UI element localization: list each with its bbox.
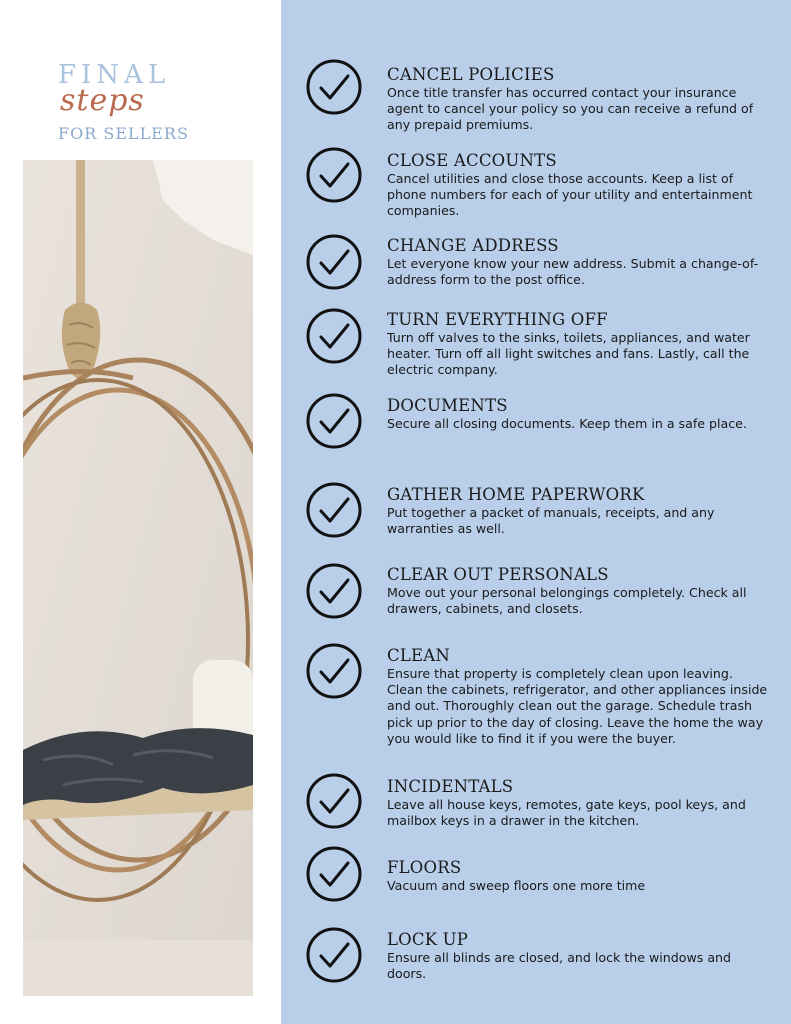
step-title: FLOORS [387,858,462,877]
step-description: Let everyone know your new address. Submit a change-of-address form to the post office. [387,256,759,288]
check-circle-icon [305,233,363,291]
check-circle-icon [305,146,363,204]
check-circle-icon [305,307,363,365]
step-title: DOCUMENTS [387,396,508,415]
check-circle-icon [305,562,363,620]
check-circle-icon [305,845,363,903]
check-circle-icon [305,926,363,984]
step-title: INCIDENTALS [387,777,514,796]
hanging-swing-chair-photo [23,160,253,996]
step-description: Once title transfer has occurred contact your insurance agent to cancel your policy so you can receive a refund of any prepaid premiums. [387,85,754,133]
check-circle-icon [305,58,363,116]
step-description: Ensure that property is completely clean upon leaving. Clean the cabinets, refrigerator, and other appliances inside and out. Thoroughly clean out the garage. Schedule trash pick up prior to the day of closing. Leave the home the way you would like to find it if you were the buyer. [387,666,768,746]
step-title: TURN EVERYTHING OFF [387,310,608,329]
step-description: Vacuum and sweep floors one more time [387,878,646,893]
step-title: CLOSE ACCOUNTS [387,151,557,170]
check-circle-icon [305,642,363,700]
check-circle-icon [305,772,363,830]
step-title: GATHER HOME PAPERWORK [387,485,645,504]
check-circle-icon [305,481,363,539]
step-description: Secure all closing documents. Keep them in a safe place. [387,416,747,431]
step-description: Put together a packet of manuals, receipts, and any warranties as well. [387,505,715,537]
step-title: CLEAR OUT PERSONALS [387,565,609,584]
step-description: Move out your personal belongings completely. Check all drawers, cabinets, and closets. [387,585,747,617]
step-title: CLEAN [387,646,450,665]
title-steps-script: steps [60,83,145,118]
step-description: Ensure all blinds are closed, and lock the windows and doors. [387,950,732,982]
check-circle-icon [305,392,363,450]
step-title: CHANGE ADDRESS [387,236,559,255]
left-column [0,0,281,1024]
step-title: CANCEL POLICIES [387,65,555,84]
step-description: Turn off valves to the sinks, toilets, appliances, and water heater. Turn off all light switches and fans. Lastly, call the electric company. [387,330,750,378]
step-description: Cancel utilities and close those accounts. Keep a list of phone numbers for each of your utility and entertainment companies. [387,171,753,219]
step-title: LOCK UP [387,930,469,949]
step-description: Leave all house keys, remotes, gate keys, pool keys, and mailbox keys in a drawer in the kitchen. [387,797,746,829]
title-final: FINAL [58,60,171,90]
title-for-sellers: FOR SELLERS [58,124,189,143]
